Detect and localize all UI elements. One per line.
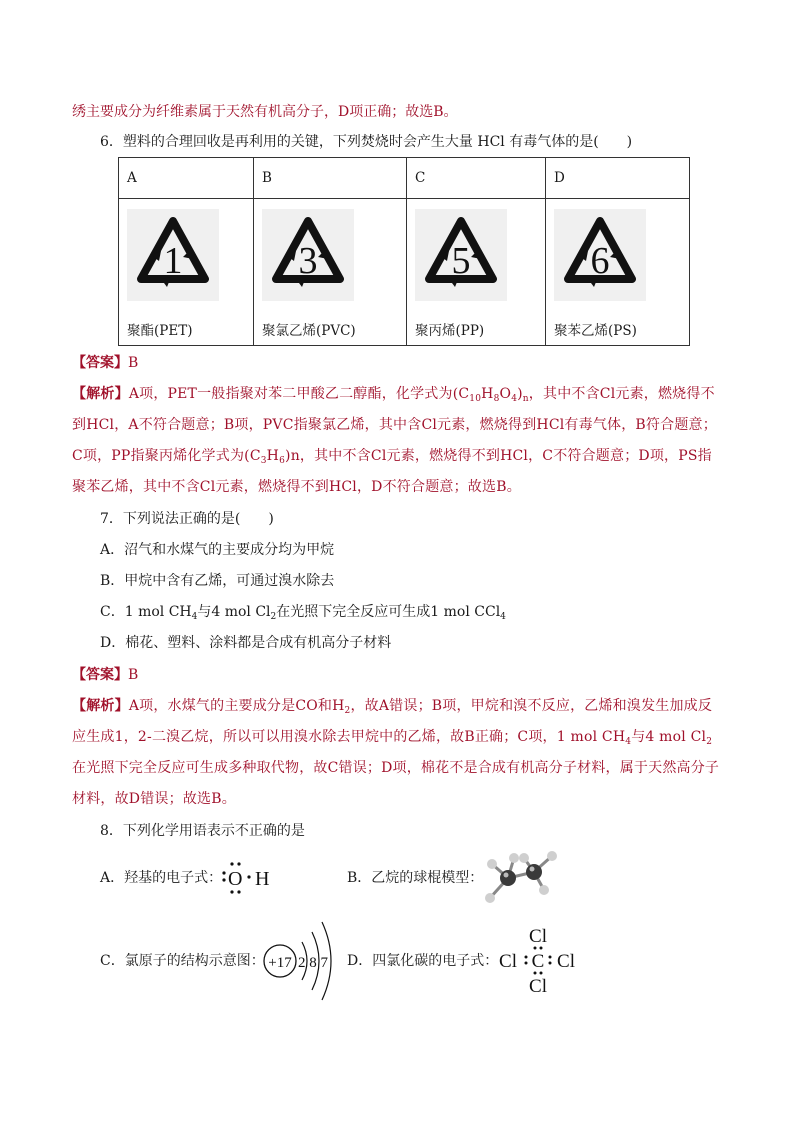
hydroxyl-electron-formula bbox=[222, 860, 278, 896]
nucleus-charge: +17 bbox=[268, 955, 292, 971]
q6-analysis: 【解析】A项，PET一般指聚对苯二甲酸乙二醇酯，化学式为$(C_{10}H_8O_4)_n$，其中不含Cl元素，燃烧得不到HCl，A不符合题意；B项，PVC指聚氯乙烯，其中含Cl元素，燃烧得到HCl有毒气体，B符合题意；C项，PP指聚丙烯化学式为$(C_3H_6)n$，其中不含Cl元素，燃烧得不到HCl，C不符合题意；D项，PS指聚苯乙烯，其中不含Cl元素，燃烧得不到HCl，D不符合题意；故选B。 bbox=[72, 386, 717, 495]
q6-stem: 6．塑料的合理回收是再利用的关键，下列焚烧时会产生大量 HCl 有毒气体的是( ) bbox=[100, 134, 633, 150]
recycle-symbol-icon bbox=[262, 209, 354, 301]
q6-option-b-letter: B bbox=[254, 158, 407, 199]
ethane-ball-stick-model bbox=[478, 848, 560, 908]
q6-answer bbox=[72, 353, 138, 373]
q7-option-d: D．棉花、塑料、涂料都是合成有机高分子材料 bbox=[100, 635, 392, 651]
q8-option-d: D．四氯化碳的电子式： bbox=[347, 953, 499, 969]
recycle-code-text: 1 bbox=[163, 240, 183, 282]
recycle-symbol-icon bbox=[554, 209, 646, 301]
q7-option-b: B．甲烷中含有乙烯，可通过溴水除去 bbox=[100, 573, 335, 589]
q8-stem: 8．下列化学用语表示不正确的是 bbox=[100, 823, 305, 839]
q6-option-b-cell bbox=[254, 199, 407, 346]
hydrogen-symbol: H bbox=[255, 868, 270, 890]
previous-explanation-tail: 绣主要成分为纤维素属于天然有机高分子，D项正确；故选B。 bbox=[72, 104, 458, 120]
q8-option-c: C．氯原子的结构示意图： bbox=[100, 953, 265, 969]
carbon-tetrachloride-electron-formula bbox=[494, 924, 584, 996]
q6-option-a-name: 聚酯(PET) bbox=[127, 323, 193, 339]
q8-option-b: B．乙烷的球棍模型： bbox=[347, 870, 484, 886]
recycle-code-text: 5 bbox=[451, 240, 471, 282]
chlorine-left: Cl bbox=[499, 951, 517, 972]
q6-option-b-name: 聚氯乙烯(PVC) bbox=[262, 323, 356, 339]
q7-analysis: 【解析】A项，水煤气的主要成分是CO和$H_2$，故A错误；B项，甲烷和溴不反应，乙烯和溴发生加成反应生成1，2-二溴乙烷，所以可以用溴水除去甲烷中的乙烯，故B正确；C项，1 mol $CH_4$与4 mol $Cl_2$在光照下完全反应可生成多种取代物，故C错误；D项，棉花不是合成有机高分子材料，属于天然高分子材料，故D错误；故选B。 bbox=[72, 698, 720, 807]
chlorine-top: Cl bbox=[529, 926, 547, 947]
answer-tag: 【答案】 bbox=[72, 667, 128, 683]
q6-options-table bbox=[118, 157, 690, 346]
chlorine-atom-structure-diagram bbox=[260, 916, 340, 1006]
analysis-tag: 【解析】 bbox=[72, 698, 129, 714]
chlorine-right: Cl bbox=[557, 951, 575, 972]
q7-option-a: A．沼气和水煤气的主要成分均为甲烷 bbox=[100, 542, 335, 558]
oxygen-symbol: O bbox=[228, 868, 243, 890]
carbon-center: C bbox=[531, 951, 545, 972]
q7-stem: 7．下列说法正确的是( ) bbox=[100, 511, 274, 527]
q6-option-d-letter: D bbox=[546, 158, 690, 199]
electron-shells: 2 8 7 bbox=[298, 955, 328, 971]
recycle-symbol-icon bbox=[415, 209, 507, 301]
q8-option-a: A．羟基的电子式： bbox=[100, 870, 223, 886]
recycle-symbol-icon bbox=[127, 209, 219, 301]
q6-option-d-name: 聚苯乙烯(PS) bbox=[554, 323, 637, 339]
q6-option-d-cell bbox=[546, 199, 690, 346]
answer-tag: 【答案】 bbox=[72, 355, 128, 371]
analysis-tag: 【解析】 bbox=[72, 386, 129, 402]
q6-option-a-letter: A bbox=[119, 158, 254, 199]
q6-option-c-cell bbox=[407, 199, 546, 346]
q6-option-c-name: 聚丙烯(PP) bbox=[415, 323, 485, 339]
chlorine-bottom: Cl bbox=[529, 976, 547, 996]
answer-value: B bbox=[128, 667, 139, 683]
recycle-code-text: 3 bbox=[298, 240, 318, 282]
answer-value: B bbox=[128, 355, 139, 371]
q6-option-c-letter: C bbox=[407, 158, 546, 199]
recycle-code-text: 6 bbox=[590, 240, 610, 282]
q7-option-c: C．1 mol $CH_4$与4 mol $Cl_2$在光照下完全反应可生成1 mol CCl$_4$ bbox=[100, 604, 506, 622]
q7-answer bbox=[72, 665, 138, 685]
q6-option-a-cell bbox=[119, 199, 254, 346]
